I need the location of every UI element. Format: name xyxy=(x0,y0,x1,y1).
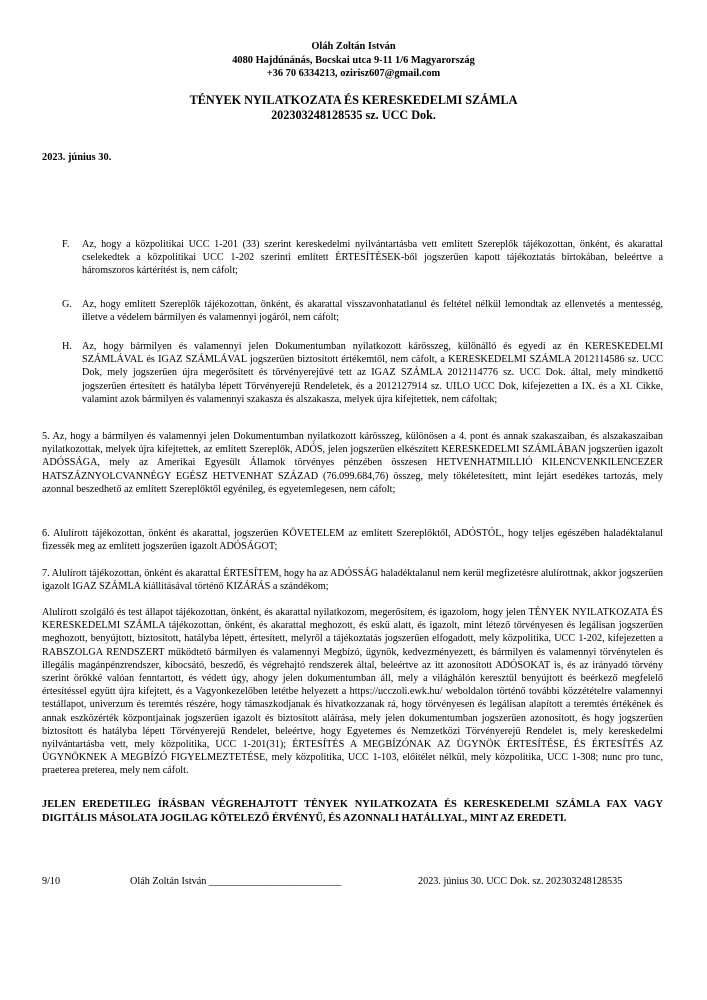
document-date: 2023. június 30. xyxy=(42,152,112,163)
title-line-2: 202303248128535 sz. UCC Dok. xyxy=(271,108,436,122)
item-text: Az, hogy bármilyen és valamennyi jelen Dokumentumban nyilatkozott kárösszeg, különálló és egyedi az én KERESKEDELMI SZÁMLÁVAL és IGAZ SZÁMLÁVAL jogszerűen biztosított értékemtől, nem cáfolt, a KERESKEDELMI SZÁMLA 2012114586 sz. UCC Dok, mely jogszerűen újra megerősített és törvényerejűvé tett az IGAZ SZÁMLA 2012114776 sz. UCC Dok. által, mely mindkettő jogszerűen értesített és hatályba lépett Törvényerejű Rendeletek, és a 2012127914 sz. UILO UCC Dok, kifejezetten a IX. és a XI. Cikke, valamint azok bármilyen és valamennyi szakasza és alszakasza, melyek újra kifejtettek, nem cáfoltak; xyxy=(82,341,663,405)
signature-line: Oláh Zoltán István __________________________ xyxy=(130,876,342,887)
item-label: F. xyxy=(62,239,70,250)
item-label: H. xyxy=(62,341,72,352)
item-text: Az, hogy a közpolitikai UCC 1-201 (33) szerint kereskedelmi nyilvántartásba vett említett Szereplők tájékozottan, önként, és akarattal cselekedtek a közpolitikai UCC 1-202 szerinti említett ÉRTESÍTÉSEK-ből jogszerűen kapott tájékoztatás birtokában, beleértve a háromszoros kártérítést is, nem cáfolt; xyxy=(82,239,663,277)
sender-contact: +36 70 6334213, ozirisz607@gmail.com xyxy=(266,68,441,79)
document-title xyxy=(0,93,707,123)
sender-address: 4080 Hajdúnánás, Bocskai utca 9-11 1/6 Magyarország xyxy=(232,54,475,66)
item-label: G. xyxy=(62,299,72,310)
paragraph-5: 5. Az, hogy a bármilyen és valamennyi jelen Dokumentumban nyilatkozott kárösszeg, különösen a 4. pont és annak szakaszaiban, és alszakaszaiban nyilatkozottak, melyek újra kifejtettek, az említett Szereplők, ADÓS, jelen jogszerűen elkészített KERESKEDELMI SZÁMLÁBAN jogszerűen igazolt ADÓSSÁGA, mely az Amerikai Egyesült Államok törvényes pénzében összesen HETVENHATMILLIÓ KILENCVENKILENCEZER HATSZÁZNYOLCVANNÉGY EGÉSZ HETVENHAT SZÁZAD (76.099.684,76) összeg, mely tökéletesített, mint lejárt esedékes tartozás, mely azonnal beszedhető az említett Szereplőktől egyénileg, és egyetemlegesen, nem cáfolt; xyxy=(42,431,663,495)
paragraph-7: 7. Alulírott tájékozottan, önként és akarattal ÉRTESÍTEM, hogy ha az ADÓSSÁG haladéktalanul nem kerül megfizetésre alulírottnak, akkor jogszerűen igazolt IGAZ SZÁMLA kiállításával történő KIZÁRÁS a szándékom; xyxy=(42,568,663,593)
sender-header xyxy=(0,40,707,81)
closing-statement: JELEN EREDETILEG ÍRÁSBAN VÉGREHAJTOTT TÉNYEK NYILATKOZATA ÉS KERESKEDELMI SZÁMLA FAX VAGY DIGITÁLIS MÁSOLATA JOGILAG KÖTELEZŐ ÉRVÉNYŰ, ÉS AZONNALI HATÁLLYAL, MINT AZ EREDETI. xyxy=(42,799,663,824)
item-text: Az, hogy említett Szereplők tájékozottan, önként, és akarattal visszavonhatatlanul és feltétel nélkül lemondtak az ellenvetés a mentesség, illetve a védelem bármilyen és valamennyi jogáról, nem cáfolt; xyxy=(82,299,663,324)
sender-name: Oláh Zoltán István xyxy=(311,41,396,52)
declaration-paragraph: Alulírott szolgáló és test állapot tájékozottan, önként, és akarattal nyilatkozom, megerősítem, és igazolom, hogy jelen TÉNYEK NYILATKOZATA ÉS KERESKEDELMI SZÁMLA tájékozottan, önként, és akarattal meghozott, és eskü alatt, és igazolt, mint létező törvényesen és legálisan jogszerűen meghozott, benyújtott, biztosított, hatályba lépett, értesített, melyről a tájékoztatás jogszerűen elfogadott, mely közpolitika, UCC 1-202, kifejezetten a RABSZOLGA RENDSZERT működtető bármilyen és valamennyi Megbízó, ügynök, kedvezményezett, és bármilyen és valamennyi törvénytelen és illegális magánpénzrendszer, kibocsátó, beszedő, és végrehajtó rendszerek által, beleértve az itt azonosított ADÓSOKAT is, és az irányadó törvény szerint örökké valóan fenntartott, és védett úgy, ahogy jelen dokumentumban áll, mely a világhálón keresztül benyújtott és beérkező megfelelő értesítéssel együtt újra kifejtett, és a Vagyonkezelőben letétbe helyezett a https://ucczoli.ewk.hu/ weboldalon történő további közzétételre valamennyi testállapot, univerzum és teremtés részére, hogy támaszkodjanak és hivatkozzanak rá, hogy törvényesen és legálisan alapított a teremtés értékének és annak eszközérték központjainak jogszerűen igazolt és biztosított aláírása, mely jelen dokumentumban jogszerűen azonosított, és hogy jogszerűen biztosított és hatályba lépett Törvényerejű Rendelet, beleértve, hogy Egyetemes és Nemzetközi Törvényerejű Rendelet is, mely kereskedelmi nyilvántartásba vett, mely közpolitika, UCC 1-201(31); ÉRTESÍTÉS A MEGBÍZÓNAK AZ ÜGYNÖK ÉRTESÍTÉSE, ÉS ÉRTESÍTÉS AZ ÜGYNÖKNEK A MEGBÍZÓ FIGYELMEZTETÉSE, mely közpolitika, UCC 1-103, előítélet nélkül, mely közpolitika, UCC 1-308; nunc pro tunc, praeterea preterea, mely nem cáfolt. xyxy=(42,607,663,777)
title-line-1: TÉNYEK NYILATKOZATA ÉS KERESKEDELMI SZÁMLA xyxy=(189,93,518,107)
document-reference: 2023. június 30. UCC Dok. sz. 202303248128535 xyxy=(418,876,623,887)
page-number: 9/10 xyxy=(42,876,61,887)
paragraph-6: 6. Alulírott tájékozottan, önként és akarattal, jogszerűen KÖVETELEM az említett Szereplőktől, ADÓSTÓL, hogy teljes egészében haladéktalanul fizessék meg az említett jogszerűen igazolt ADÓSÁGOT; xyxy=(42,528,663,553)
